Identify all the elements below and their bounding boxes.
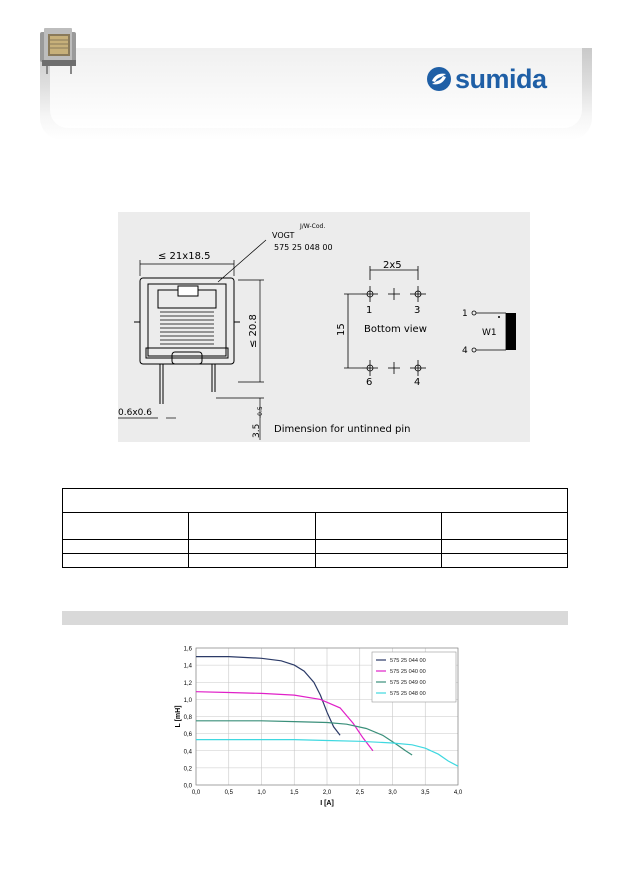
- component-side-view: [134, 278, 240, 404]
- schematic-pin-4: 4: [462, 346, 468, 356]
- table-cell: [63, 554, 189, 568]
- table-title-row: [63, 489, 568, 513]
- table-row: [63, 540, 568, 554]
- y-tick-label: 1,4: [183, 663, 192, 670]
- y-tick-label: 0,4: [183, 749, 192, 756]
- pin-label-3: 3: [414, 305, 421, 316]
- y-tick-label: 0,6: [183, 732, 192, 739]
- schematic-pin-1: 1: [462, 309, 468, 319]
- page-header: [40, 48, 592, 140]
- x-tick-label: 4,0: [453, 790, 463, 796]
- dim-height-label: ≤ 20.8: [248, 314, 259, 348]
- y-axis-label: L [mH]: [175, 705, 182, 728]
- table-header-cell: [189, 513, 315, 540]
- x-tick-label: 2,0: [322, 790, 332, 796]
- table-header-cell: [315, 513, 441, 540]
- specification-table: [62, 488, 568, 568]
- dim-width-label: ≤ 21x18.5: [158, 251, 211, 262]
- table-cell: [315, 540, 441, 554]
- pin-length-label: 3.5: [252, 423, 262, 438]
- sumida-logo-icon: [426, 66, 452, 92]
- series-line: [196, 721, 412, 755]
- legend-label: 575 25 048 00: [390, 691, 426, 697]
- table-cell: [441, 554, 567, 568]
- x-tick-label: 1,5: [290, 790, 299, 796]
- pin-label-6: 6: [366, 377, 373, 388]
- legend-label: 575 25 044 00: [390, 658, 426, 664]
- brand-name: sumida: [455, 63, 547, 94]
- legend-label: 575 25 049 00: [390, 680, 426, 686]
- pin-label-1: 1: [366, 305, 373, 316]
- y-tick-label: 1,0: [183, 697, 192, 704]
- brand-logo: [426, 64, 547, 94]
- marking-note: J/W-Cod.: [300, 223, 326, 230]
- pin-length-tolerance: -0.5: [257, 406, 264, 418]
- table-cell: [189, 554, 315, 568]
- technical-drawing: [118, 212, 530, 442]
- y-tick-label: 1,2: [183, 680, 192, 687]
- untinned-note: Dimension for untinned pin: [274, 424, 411, 435]
- y-tick-label: 0,8: [183, 715, 192, 721]
- marking-code: 575 25 048 00: [274, 243, 333, 252]
- marking-prefix: VOGT: [272, 231, 295, 240]
- pin-pitch-label: 2x5: [383, 260, 402, 271]
- bottom-view-label: Bottom view: [364, 324, 427, 335]
- table-header-cell: [63, 513, 189, 540]
- x-tick-label: 0,0: [191, 790, 201, 796]
- table-cell: [441, 540, 567, 554]
- table-cell: [189, 540, 315, 554]
- x-tick-label: 3,5: [421, 790, 430, 796]
- series-line: [196, 657, 340, 736]
- table-title-cell: [63, 489, 568, 513]
- row-spacing-label: 15: [336, 323, 347, 336]
- table-header-row: [63, 513, 568, 540]
- inductance-chart: [160, 638, 470, 810]
- x-tick-label: 0,5: [224, 790, 233, 796]
- table-cell: [63, 540, 189, 554]
- table-header-cell: [441, 513, 567, 540]
- x-tick-label: 1,0: [257, 790, 266, 796]
- legend-label: 575 25 040 00: [390, 669, 426, 675]
- pin-size-label: 0.6x0.6: [118, 408, 152, 418]
- x-tick-label: 3,0: [388, 790, 397, 796]
- pin-label-4: 4: [414, 377, 421, 388]
- winding-label: W1: [482, 328, 497, 338]
- table-row: [63, 554, 568, 568]
- y-tick-label: 1,6: [183, 646, 192, 653]
- x-axis-label: I [A]: [320, 800, 334, 807]
- y-tick-label: 0,0: [183, 783, 192, 790]
- y-tick-label: 0,2: [183, 766, 192, 773]
- x-tick-label: 2,5: [355, 790, 364, 796]
- table-cell: [315, 554, 441, 568]
- section-divider-bar: [62, 611, 568, 625]
- inductor-photo-icon: [36, 24, 84, 76]
